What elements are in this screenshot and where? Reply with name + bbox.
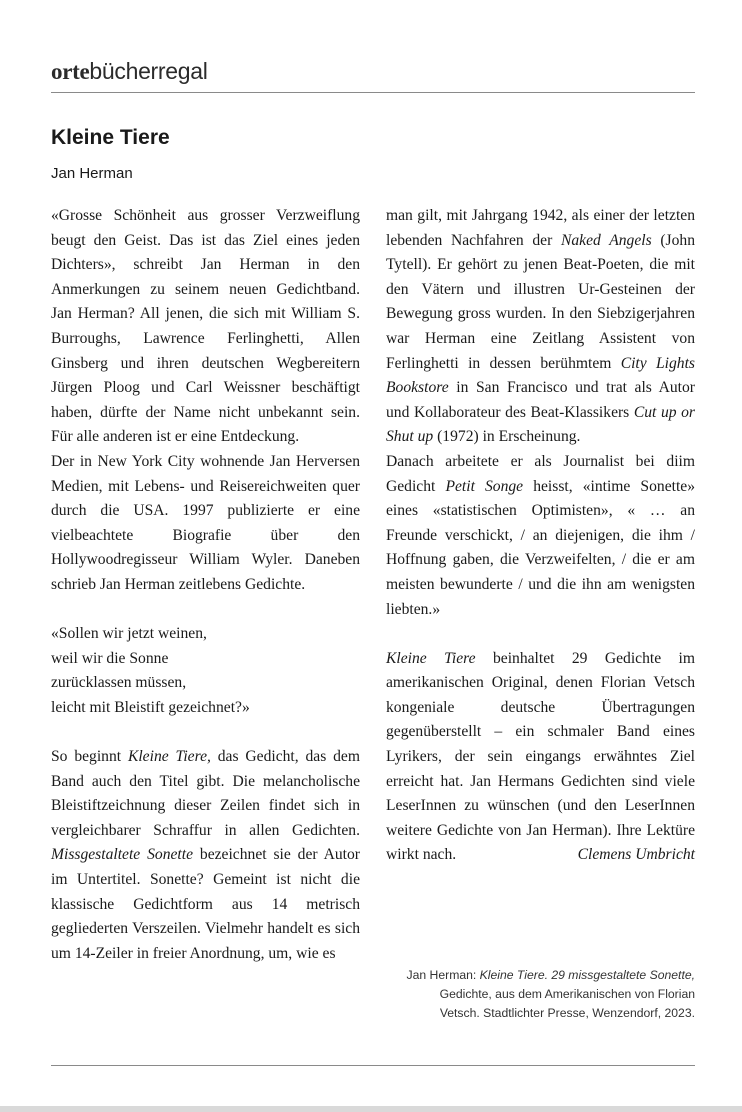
footer-divider: [51, 1065, 695, 1066]
magazine-header: [51, 58, 208, 85]
poem-line: zurücklassen müssen,: [51, 674, 187, 692]
poem-line: weil wir die Sonne: [51, 649, 169, 667]
section-name: bücherregal: [89, 58, 208, 84]
book-info-caption: Jan Herman: Kleine Tiere. 29 missgestaltete Sonette, Gedichte, aus dem Amerikanischen von Florian Vetsch. Stadtlichter Presse, Wenzendorf, 2023.: [406, 968, 695, 1021]
poem-quote: [51, 622, 360, 720]
article-title: Kleine Tiere: [51, 126, 170, 149]
paragraph: «Grosse Schönheit aus grosser Verzweiflung beugt den Geist. Das ist das Ziel eines jeden Dichters», schreibt Jan Herman in den Anmerkungen zu seinem neuen Gedichtband. Jan Herman? All jenen, die sich mit William S. Burroughs, Lawrence Ferlinghetti, Allen Ginsberg und ihren deutschen Wegbereitern Jürgen Ploog und Carl Weissner beschäftigt haben, dürfte der Name nicht unbekannt sein. Für alle anderen ist er eine Entdeckung.: [51, 207, 360, 446]
page-bottom-bar: [0, 1106, 742, 1112]
paragraph: Der in New York City wohnende Jan Herversen Medien, mit Lebens- und Reisereichweiten quer durch die USA. 1997 publizierte er eine vielbeachtete Biografie über den Hollywoodregisseur William Wyler. Daneben schrieb Jan Herman zeitlebens Gedichte.: [51, 452, 360, 593]
article-author: Jan Herman: [51, 165, 133, 182]
author-signature: Clemens Umbricht: [577, 846, 695, 864]
header-divider: [51, 92, 695, 93]
text-column-right: [386, 204, 695, 868]
paragraph: So beginnt Kleine Tiere, das Gedicht, das dem Band auch den Titel gibt. Die melancholische Bleistiftzeichnung dieser Zeilen findet sich in vergleichbarer Schraffur in allen Gedichten. Missgestaltete Sonette bezeichnet sie der Autor im Untertitel. Sonette? Gemeint ist nicht die klassische Gedichtform aus 14 metrisch gegliederten Verszeilen. Vielmehr handelt es sich um 14-Zeiler in freier Anordnung, um, wie es: [51, 748, 360, 962]
paragraph: Danach arbeitete er als Journalist bei diim Gedicht Petit Songe heisst, «intime Sonette» eines «statistischen Optimisten», « … an Freunde verschickt, / an diejenigen, die ihm / Hoffnung gaben, die Verzweifelten, / die er am meisten bewunderte / und die ihn am wenigsten liebten.»: [386, 452, 696, 618]
poem-line: «Sollen wir jetzt weinen,: [51, 625, 207, 643]
paragraph: man gilt, mit Jahrgang 1942, als einer der letzten lebenden Nachfahren der Naked Angels (John Tytell). Er gehört zu jenen Beat-Poeten, die mit den Vätern und illustren Ur-Gesteinen der Bewegung gross wurden. In den Siebzigerjahren war Herman eine Zeitlang Assistent von Ferlinghetti in dessen berühmtem City Lights Bookstore in San Francisco und trat als Autor und Kollaborateur des Beat-Klassikers Cut up or Shut up (1972) in Erscheinung.: [386, 207, 695, 446]
poem-line: leicht mit Bleistift gezeichnet?»: [51, 698, 250, 716]
brand-name: orte: [51, 59, 90, 84]
paragraph: Kleine Tiere beinhaltet 29 Gedichte im amerikanischen Original, denen Florian Vetsch kongeniale deutsche Übertragungen gegenüberstellt – ein schmaler Band eines Lyrikers, der sein eingangs erwähntes Ziel erreicht hat. Jan Hermans Gedichten sind viele LeserInnen zu wünschen (und den LeserInnen weitere Gedichte von Jan Herman). Ihre Lektüre wirkt nach. Clemens Umbricht: [386, 647, 695, 868]
text-column-left: [51, 204, 360, 966]
